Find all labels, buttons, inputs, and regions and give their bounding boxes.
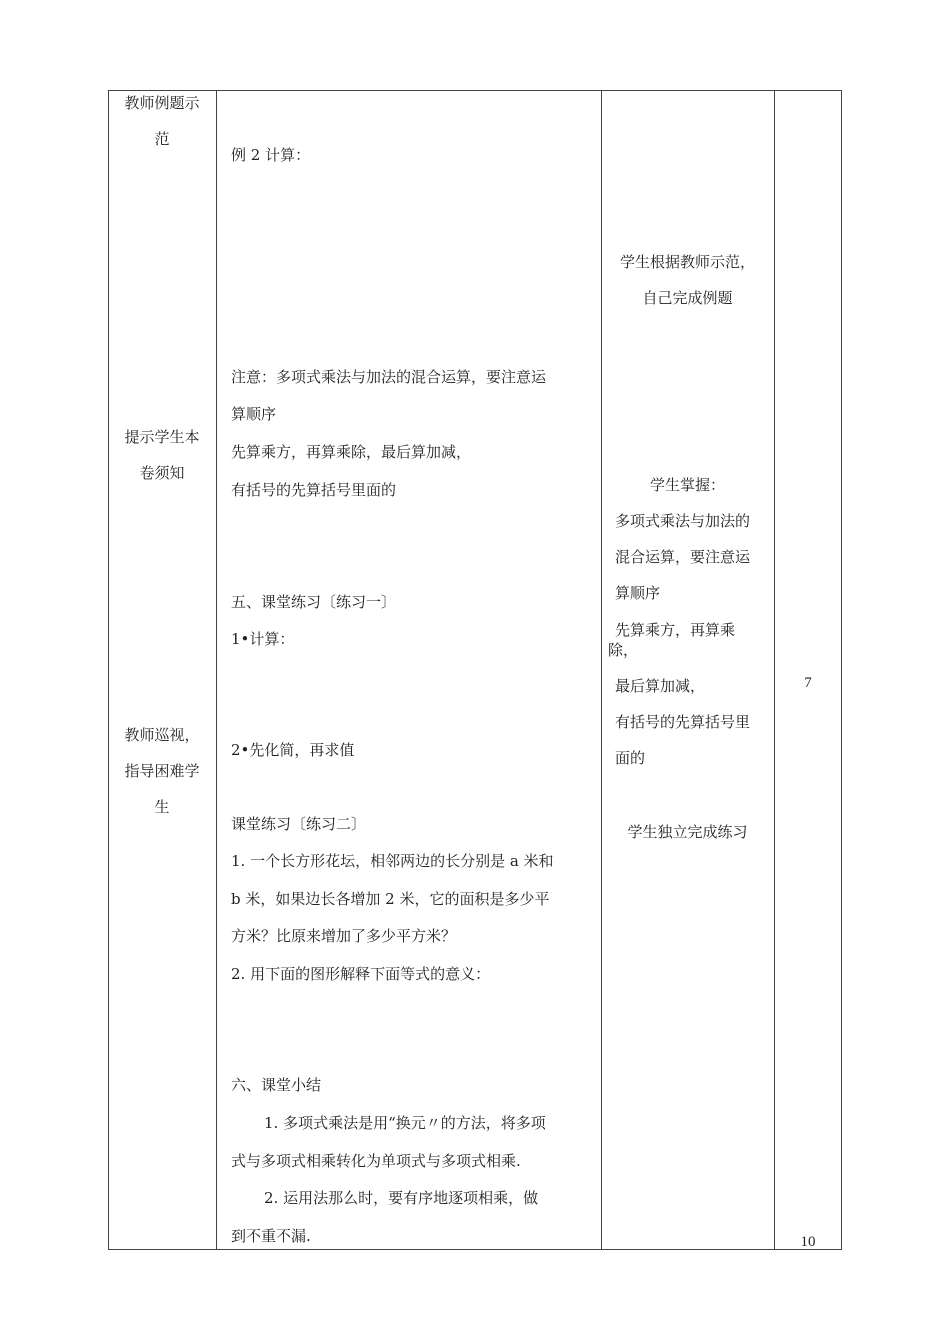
master-heading: 学生掌握： xyxy=(649,476,725,494)
summary-heading: 六、课堂小结 xyxy=(231,1076,322,1094)
prompt-students-label: 卷须知 xyxy=(139,464,185,482)
master-line: 混合运算，要注意运 xyxy=(615,548,751,566)
practice-1-question-1: 1•计算： xyxy=(231,630,295,648)
practice-2-question-2: 2. 用下面的图形解释下面等式的意义： xyxy=(231,965,491,983)
teacher-demo-label: 范 xyxy=(154,130,170,148)
follow-demo-text: 学生根据教师示范， xyxy=(619,253,755,271)
patrol-label: 生 xyxy=(154,798,170,816)
master-line: 有括号的先算括号里 xyxy=(615,713,751,731)
column-divider xyxy=(774,90,775,1250)
master-line: 先算乘方，再算乘 xyxy=(615,621,736,639)
practice-2-question-1: b 米，如果边长各增加 2 米，它的面积是多少平 xyxy=(231,890,550,908)
column-divider xyxy=(216,90,217,1250)
master-line: 多项式乘法与加法的 xyxy=(615,512,751,530)
note-line: 注意：多项式乘法与加法的混合运算，要注意运 xyxy=(231,368,547,386)
note-line: 有括号的先算括号里面的 xyxy=(231,481,397,499)
follow-demo-text: 自己完成例题 xyxy=(642,289,733,307)
prompt-students-label: 提示学生本 xyxy=(124,428,200,446)
master-line: 面的 xyxy=(615,749,646,767)
note-line: 先算乘方，再算乘除，最后算加减， xyxy=(231,443,472,461)
practice-2-question-1: 方米？比原来增加了多少平方米？ xyxy=(231,927,457,945)
practice-1-heading: 五、课堂练习〔练习一〕 xyxy=(231,593,397,611)
independent-practice-text: 学生独立完成练习 xyxy=(627,823,748,841)
practice-2-question-1: 1. 一个长方形花坛，相邻两边的长分别是 a 米和 xyxy=(231,852,554,870)
teacher-demo-label: 教师例题示 xyxy=(124,94,200,112)
master-line: 除， xyxy=(608,641,639,659)
example-2-heading: 例 2 计算： xyxy=(231,146,311,164)
summary-item-2: 2. 运用法那么时，要有序地逐项相乘，做 xyxy=(264,1189,539,1207)
time-value: 10 xyxy=(800,1234,816,1250)
master-line: 最后算加减， xyxy=(615,677,706,695)
summary-item-1: 1. 多项式乘法是用“换元〃的方法，将多项 xyxy=(264,1114,546,1132)
summary-item-1: 式与多项式相乘转化为单项式与多项式相乘. xyxy=(231,1152,521,1170)
patrol-label: 教师巡视， xyxy=(124,726,200,744)
practice-1-question-2: 2•先化简，再求值 xyxy=(231,741,355,759)
patrol-label: 指导困难学 xyxy=(124,762,200,780)
note-line: 算顺序 xyxy=(231,405,277,423)
practice-2-heading: 课堂练习〔练习二〕 xyxy=(231,815,367,833)
master-line: 算顺序 xyxy=(615,584,661,602)
summary-item-2: 到不重不漏. xyxy=(231,1227,311,1245)
time-value: 7 xyxy=(804,675,812,691)
